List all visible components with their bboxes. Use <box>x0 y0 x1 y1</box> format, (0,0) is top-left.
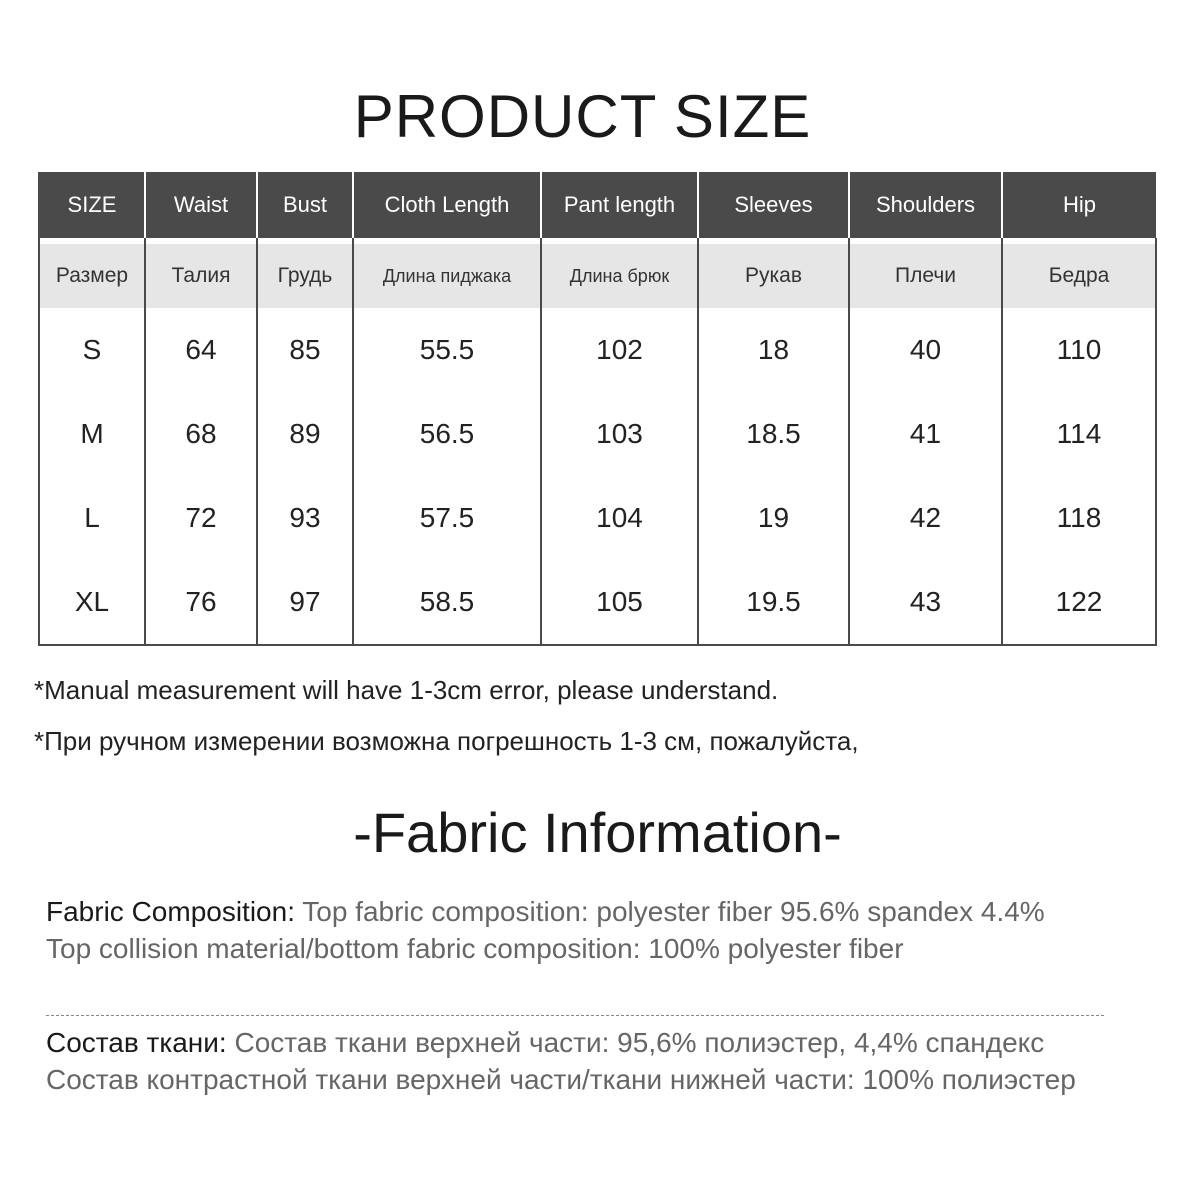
table-cell: 42 <box>849 476 1002 560</box>
table-cell: 97 <box>257 560 353 645</box>
table-cell: 58.5 <box>353 560 541 645</box>
table-cell: 122 <box>1002 560 1156 645</box>
header-cell-ru: Размер <box>39 244 145 308</box>
fabric-title: -Fabric Information- <box>353 801 842 864</box>
table-cell: 85 <box>257 308 353 392</box>
table-cell: 93 <box>257 476 353 560</box>
table-cell: 104 <box>541 476 698 560</box>
table-cell: 114 <box>1002 392 1156 476</box>
table-row <box>39 560 1156 645</box>
fabric-composition-text-ru-2: Состав контрастной ткани верхней части/ткани нижней части: 100% полиэстер <box>46 1064 1076 1095</box>
header-row-ru <box>39 244 1156 308</box>
table-cell: 19 <box>698 476 849 560</box>
header-cell: Hip <box>1002 172 1156 238</box>
table-cell: 110 <box>1002 308 1156 392</box>
header-row-en <box>39 172 1156 238</box>
fabric-composition-label-ru: Состав ткани: <box>46 1027 227 1058</box>
header-cell: Cloth Length <box>353 172 541 238</box>
fabric-composition-text-2: Top collision material/bottom fabric composition: 100% polyester fiber <box>46 933 904 964</box>
header-cell-ru: Длина пиджака <box>353 244 541 308</box>
table-cell: M <box>39 392 145 476</box>
table-cell: 41 <box>849 392 1002 476</box>
header-cell: Sleeves <box>698 172 849 238</box>
header-cell-ru: Рукав <box>698 244 849 308</box>
header-cell-ru: Длина брюк <box>541 244 698 308</box>
table-row <box>39 308 1156 392</box>
table-cell: L <box>39 476 145 560</box>
table-cell: 72 <box>145 476 257 560</box>
table-cell: 118 <box>1002 476 1156 560</box>
fabric-composition-text: Top fabric composition: polyester fiber 95.6% spandex 4.4% <box>294 896 1045 927</box>
table-cell: 64 <box>145 308 257 392</box>
table-row <box>39 476 1156 560</box>
table-cell: 102 <box>541 308 698 392</box>
table-cell: 68 <box>145 392 257 476</box>
header-cell-ru: Бедра <box>1002 244 1156 308</box>
fabric-composition-label: Fabric Composition: <box>46 896 295 927</box>
table-cell: 56.5 <box>353 392 541 476</box>
table-cell: S <box>39 308 145 392</box>
header-cell-ru: Плечи <box>849 244 1002 308</box>
size-table <box>38 172 1157 646</box>
header-cell-ru: Грудь <box>257 244 353 308</box>
table-cell: 18 <box>698 308 849 392</box>
table-cell: 103 <box>541 392 698 476</box>
table-cell: 19.5 <box>698 560 849 645</box>
fabric-composition-en <box>46 893 1156 967</box>
fabric-composition-ru <box>46 1024 1156 1098</box>
table-cell: XL <box>39 560 145 645</box>
table-cell: 43 <box>849 560 1002 645</box>
table-cell: 57.5 <box>353 476 541 560</box>
divider <box>46 1015 1104 1016</box>
measurement-note-ru: *При ручном измерении возможна погрешность 1-3 см, пожалуйста, <box>34 726 859 756</box>
table-cell: 76 <box>145 560 257 645</box>
table-cell: 89 <box>257 392 353 476</box>
measurement-note-en: *Manual measurement will have 1-3cm error, please understand. <box>34 675 779 705</box>
table-cell: 40 <box>849 308 1002 392</box>
header-cell-ru: Талия <box>145 244 257 308</box>
header-cell: Waist <box>145 172 257 238</box>
header-cell: SIZE <box>39 172 145 238</box>
table-row <box>39 392 1156 476</box>
table-cell: 105 <box>541 560 698 645</box>
page-title: PRODUCT SIZE <box>353 83 812 150</box>
header-cell: Shoulders <box>849 172 1002 238</box>
fabric-composition-text-ru: Состав ткани верхней части: 95,6% полиэстер, 4,4% спандекс <box>226 1027 1045 1058</box>
header-cell: Pant length <box>541 172 698 238</box>
header-cell: Bust <box>257 172 353 238</box>
table-cell: 18.5 <box>698 392 849 476</box>
table-cell: 55.5 <box>353 308 541 392</box>
